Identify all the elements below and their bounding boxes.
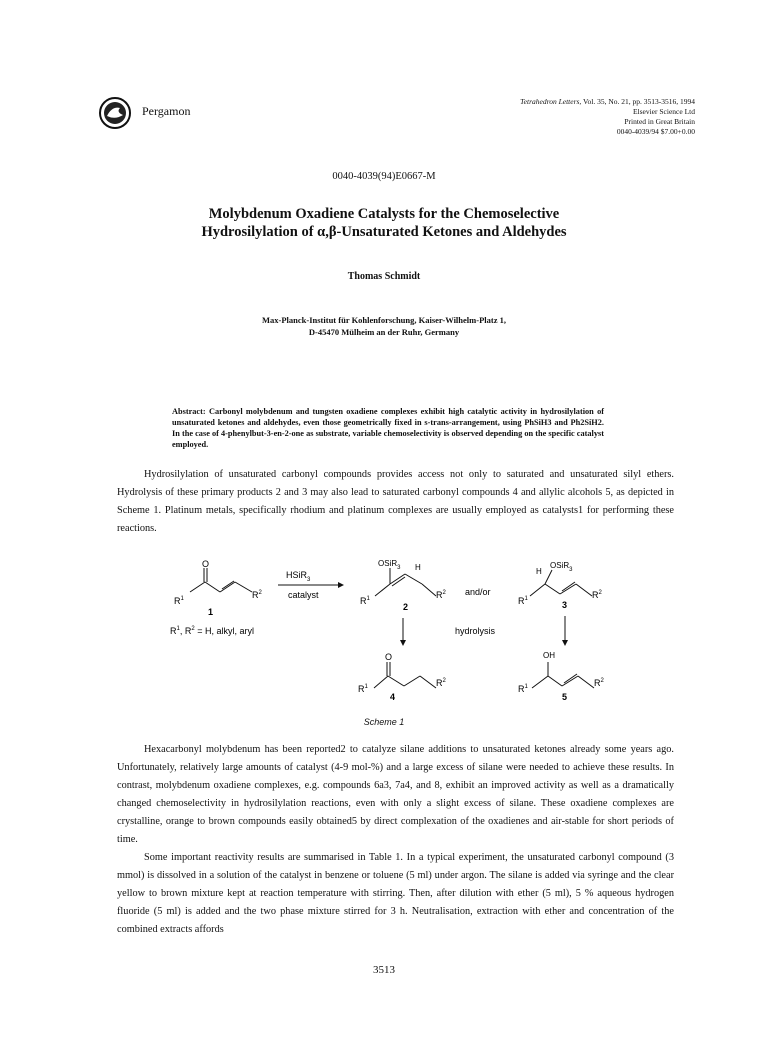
affiliation-line-2: D-45470 Mülheim an der Ruhr, Germany [308,327,460,337]
compound-2 [375,568,436,596]
compound-2-r1: $R^1$ [360,596,370,606]
compound-2-r2: $R^2$ [436,590,446,600]
compound-4-r1: $R^1$ [358,684,368,694]
compound-4-r2: $R^2$ [436,678,446,688]
publisher-name: Pergamon [142,104,191,118]
citation-publisher: Elsevier Science Ltd [632,107,695,116]
paragraph-text: Hydrosilylation of unsaturated carbonyl compounds provides access not only to saturated and unsaturated silyl ethers. Hydrolysis of these primary products 2 and 3 may also lead to saturated carbonyl compounds 4 and allylic alcohols 5, as depicted in Scheme 1. Platinum metals, specifically rhodium and platinum complexes are usually employed as catalysts1 for performing these reactions. [117,469,674,534]
compound-1-r1: $R^1$ [174,596,184,606]
article-title [0,205,768,241]
abstract-label: Abstract: [172,407,206,416]
abstract-text: Carbonyl molybdenum and tungsten oxadiene complexes exhibit high catalytic activity in hydrosilylation of unsaturated ketones and aldehydes, even those geometrically fixed in s-trans-arrangement, using PhSiH3 and Ph2SiH2. In the case of 4-phenylbut-3-en-2-one as substrate, variable chemoselectivity is observed depending on the specific catalyst employed. [172,407,605,449]
compound-5-oh: OH [543,651,555,660]
compound-4-label: 4 [390,692,396,702]
and-or-text: and/or [465,587,491,597]
compound-1-label: 1 [208,607,214,617]
scheme-caption: Scheme 1 [363,717,405,727]
hydrolysis-text: hydrolysis [455,626,496,636]
compound-1-r2: $R^2$ [252,590,262,600]
compound-3-r2: $R^2$ [592,590,602,600]
compound-3-label: 3 [562,600,568,610]
compound-2-label: 2 [403,602,409,612]
page-number: 3513 [373,964,395,976]
affiliation-line-1: Max-Planck-Institut für Kohlenforschung, Kaiser-Wilhelm-Platz 1, [262,315,506,325]
compound-5-r1: $R^1$ [518,684,528,694]
paragraph-text: Hexacarbonyl molybdenum has been reported2 to catalyze silane additions to unsaturated ketones already some years ago. Unfortunately, relatively large amounts of catalyst (4-9 mol-%) and a large excess of silane were needed to achieve these results. In contrast, molybdenum oxadiene complexes, e.g. compounds 6a3, 7a4, and 8, exhibit an improved activity as well as a dramatically changed chemoselectivity in hydrosilylation reactions, even with only a slight excess of silane. These oxadiene complexes are crystalline, orange to brown compounds easily obtained5 by direct complexation of the oxadienes and air-stable for short periods of time. [117,744,674,845]
compound-5-label: 5 [562,692,568,702]
substituents-text: $R^1$, $R^2 = H$, alkyl, aryl [170,626,254,636]
citation-issn: 0040-4039/94 $7.00+0.00 [616,127,695,136]
compound-4 [374,662,436,688]
compound-1-o: O [202,559,210,569]
citation-printed: Printed in Great Britain [624,117,695,126]
compound-5 [532,662,594,688]
compound-3-r1: $R^1$ [518,596,528,606]
citation-journal: Tetrahedron Letters, [520,97,582,106]
title-line-2: Hydrosilylation of α,β-Unsaturated Ketones and Aldehydes [201,224,567,240]
body-paragraph-3 [117,849,674,939]
compound-3-osir3: OSiR$_3$ [550,561,573,573]
reaction-scheme [160,558,630,733]
affiliation [0,314,768,338]
compound-2-osir3: OSiR$_3$ [378,559,401,571]
author-name: Thomas Schmidt [347,271,421,282]
body-paragraph-1 [117,466,674,538]
compound-5-r2: $R^2$ [594,678,604,688]
citation-volume: Vol. 35, No. 21, pp. 3513-3516, 1994 [583,97,695,106]
pergamon-logo-icon [98,96,132,130]
compound-3-h: H [536,567,542,576]
catalyst-text: catalyst [288,590,319,600]
compound-1 [190,568,252,592]
abstract [172,406,604,450]
title-line-1: Molybdenum Oxadiene Catalysts for the Chemoselective [208,206,560,222]
compound-4-o: O [385,652,393,662]
body-paragraph-2 [117,741,674,849]
paragraph-text: Some important reactivity results are summarised in Table 1. In a typical experiment, the unsaturated carbonyl compound (3 mmol) is dissolved in a solution of the catalyst in benzene or toluene (5 ml) under argon. The silane is added via syringe and the clear yellow to brown mixture kept at reaction temperature with stirring. Then, after dilution with ether (5 ml), 5 % aqueous hydrogen fluoride (5 ml) is added and the two phase mixture stirred for 3 h. Neutralisation, extraction with ether and concentration of the combined extracts affords [117,852,674,935]
citation-block [520,97,695,137]
reagent-text: HSiR$_3$ [286,570,311,583]
compound-2-h: H [415,563,421,572]
article-doi: 0040-4039(94)E0667-M [332,171,436,182]
